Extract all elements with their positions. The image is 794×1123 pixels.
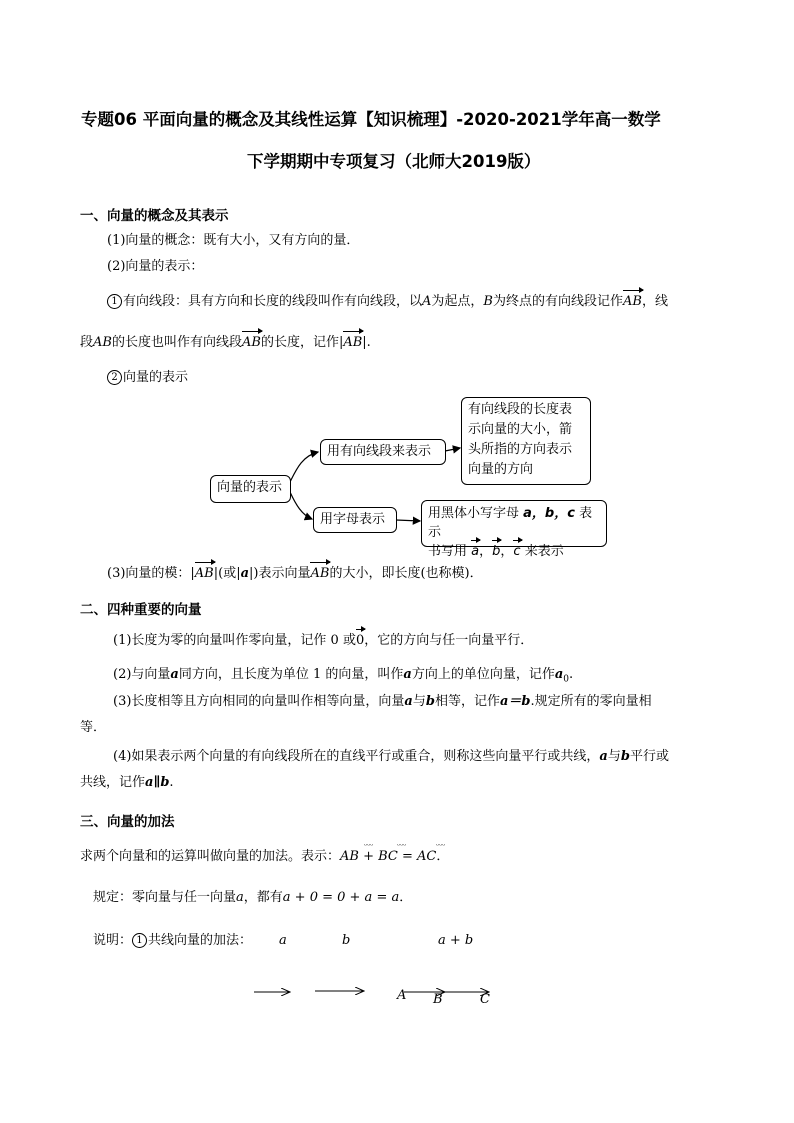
paragraph-continuation <box>80 773 174 793</box>
text: 说明： <box>93 933 133 948</box>
bold-equation: a＝b <box>499 694 531 709</box>
text: ， <box>479 544 493 559</box>
text: ． <box>399 890 413 905</box>
text: ． <box>436 849 450 864</box>
text: 的大小，即长度(也称模)． <box>329 566 483 581</box>
accent-mark: ᵕᵕᵕ <box>397 841 407 850</box>
text: 相等，记作 <box>434 694 500 709</box>
formula-zero-identity: a + 0 = 0 + a = a <box>282 890 400 905</box>
vector-c: c <box>513 544 521 559</box>
zero-vector: 0 <box>356 631 364 651</box>
paragraph-zero-rule <box>93 888 412 908</box>
text: 有向线段：具有方向和长度的线段叫作有向线段，以 <box>123 294 423 309</box>
connector-branch2-leaf2 <box>396 520 420 521</box>
accent-mark: ᵕᵕᵕ <box>364 841 374 850</box>
diagram-branch-letter: 用字母表示 <box>313 507 397 533</box>
bold-equation: a∥b <box>145 775 170 790</box>
text: (1)长度为零的向量叫作零向量，记作 0 或 <box>113 633 356 648</box>
paragraph-modulus <box>107 564 483 584</box>
vector-ab: AB <box>343 333 362 353</box>
page-title-line1: 专题06 平面向量的概念及其线性运算【知识梳理】-2020-2021学年高一数学 <box>81 110 661 129</box>
paragraph-zero-vector <box>113 631 533 651</box>
text: 求两个向量和的运算叫做向量的加法。表示： <box>80 849 341 864</box>
section-heading-1: 一、向量的概念及其表示 <box>80 208 229 224</box>
diagram-leaf-letter <box>421 500 607 559</box>
text: 与 <box>607 749 621 764</box>
text: (4)如果表示两个向量的有向线段所在的直线平行或重合，则称这些向量平行或共线， <box>113 749 600 764</box>
math-var: B <box>483 294 493 309</box>
connector-root-branch2 <box>290 492 312 519</box>
text: (3)向量的模：| <box>107 566 195 581</box>
text: |(或| <box>213 566 241 581</box>
text: 书写用 <box>428 544 468 559</box>
text: 平行或 <box>629 749 669 764</box>
accent-mark: ᵕᵕᵕ <box>436 841 446 850</box>
bold-letter: a <box>554 667 564 682</box>
paragraph: (1)向量的概念：既有大小，又有方向的量． <box>107 233 360 248</box>
text: 为起点， <box>431 294 484 309</box>
math-var: AB <box>93 335 112 350</box>
leaf-letter-line2 <box>428 542 600 561</box>
vector-ab: AB <box>195 564 214 584</box>
text: 与 <box>412 694 426 709</box>
text: 的长度也叫作有向线段 <box>111 335 242 350</box>
text: 来表示 <box>524 544 564 559</box>
label-vector-a-plus-b: a + b <box>438 933 474 948</box>
paragraph: (2)向量的表示： <box>107 259 204 274</box>
text: (3)长度相等且方向相同的向量叫作相等向量，向量 <box>113 694 405 709</box>
text: 的长度，记作| <box>260 335 344 350</box>
text: . <box>169 775 174 790</box>
formula-ab-bc-ac: AB + BC = AC <box>340 849 437 864</box>
text: |)表示向量 <box>249 566 311 581</box>
section-heading-2: 二、四种重要的向量 <box>80 602 202 618</box>
vector-a: a <box>471 544 480 559</box>
math-var: A <box>422 294 432 309</box>
text: 同方向，且长度为单位 1 的向量，叫作 <box>178 667 404 682</box>
label-vector-b: b <box>342 933 351 948</box>
point-label-b: B <box>433 992 443 1007</box>
paragraph-unit-vector <box>113 665 573 690</box>
text: 向量的表示 <box>123 370 189 385</box>
label-vector-a: a <box>279 933 287 948</box>
bold-letters: a，b，c <box>523 506 575 521</box>
text: 方向上的单位向量，记作 <box>411 667 555 682</box>
page-title-line2: 下学期期中专项复习（北师大2019版） <box>247 152 541 171</box>
text: ，线 <box>641 294 668 309</box>
point-label-a: A <box>397 988 407 1003</box>
text: 规定：零向量与任一向量 <box>93 890 237 905</box>
bold-letter: b <box>620 749 630 764</box>
vector-ab: AB <box>623 292 642 312</box>
text: .规定所有的零向量相 <box>530 694 652 709</box>
bold-letter: a <box>170 667 179 682</box>
text: 共线，记作 <box>80 775 146 790</box>
bold-letter: a <box>599 749 608 764</box>
text: 用黑体小写字母 <box>428 506 520 521</box>
vector-ab: AB <box>310 564 329 584</box>
text: 共线向量的加法： <box>148 933 253 948</box>
text: (2)与向量 <box>113 667 171 682</box>
math-var: a <box>236 890 244 905</box>
circled-number: 1 <box>132 933 147 948</box>
bold-letter: a <box>404 694 413 709</box>
paragraph-continuation: 等． <box>80 720 107 735</box>
text: 段 <box>80 335 94 350</box>
bold-letter: b <box>425 694 435 709</box>
text: ，都有 <box>243 890 283 905</box>
circled-number: 2 <box>107 370 122 385</box>
bold-letter: a <box>240 566 250 581</box>
point-label-c: C <box>480 992 490 1007</box>
diagram-leaf-segment: 有向线段的长度表示向量的大小，箭头所指的方向表示向量的方向 <box>461 397 591 485</box>
leaf-letter-line1 <box>428 504 600 542</box>
bold-letter: a <box>403 667 412 682</box>
vector-b: b <box>492 544 501 559</box>
text: |. <box>362 335 371 350</box>
text: 表示 <box>428 506 593 540</box>
text: ，它的方向与任一向量平行． <box>364 633 534 648</box>
diagram-branch-segment: 用有向线段来表示 <box>320 439 446 465</box>
subscript: 0 <box>563 674 570 685</box>
paragraph-equal-vectors <box>113 692 652 712</box>
text: . <box>569 667 574 682</box>
connector-root-branch1 <box>290 452 318 482</box>
connector-branch1-leaf1 <box>445 448 460 451</box>
text: 为终点的有向线段记作 <box>492 294 623 309</box>
section-heading-3: 三、向量的加法 <box>80 814 175 830</box>
paragraph-parallel-vectors <box>113 747 669 767</box>
paragraph-addition-def <box>80 847 449 867</box>
paragraph-collinear-addition <box>93 931 252 951</box>
circled-number: 1 <box>107 294 122 309</box>
diagram-root-node: 向量的表示 <box>210 475 291 503</box>
vector-ab: AB <box>242 333 261 353</box>
text: ， <box>500 544 514 559</box>
